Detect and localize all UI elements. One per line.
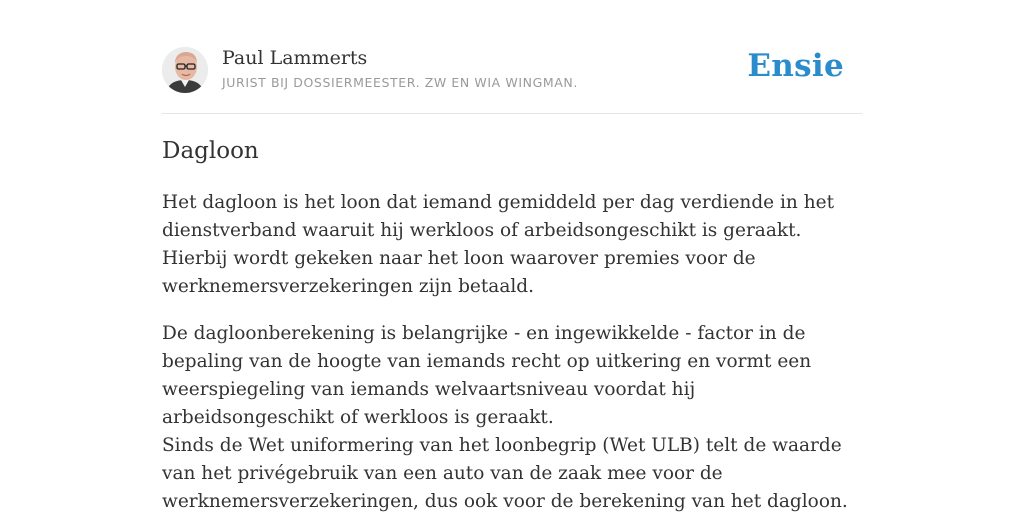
- author-name[interactable]: Paul Lammerts: [222, 47, 368, 69]
- avatar-portrait-icon: [162, 47, 208, 93]
- avatar[interactable]: [162, 47, 208, 93]
- article-paragraph: Sinds de Wet uniformering van het loonbegrip (Wet ULB) telt de waarde van het privégebruik van een auto van de zaak mee voor de werknemersverzekeringen, dus ook voor de berekening van het dagloon.: [162, 435, 848, 512]
- author-description: JURIST BIJ DOSSIERMEESTER. ZW EN WIA WINGMAN.: [222, 75, 578, 90]
- page: [162, 0, 862, 512]
- author-header: [162, 44, 862, 114]
- ensie-logo[interactable]: Ensie: [747, 48, 844, 84]
- article-paragraph: De dagloonberekening is belangrijke - en ingewikkelde - factor in de bepaling van de hoogte van iemands recht op uitkering en vormt een weerspiegeling van iemands welvaartsniveau voordat hij arbeidsongeschikt of werkloos is geraakt.: [162, 323, 812, 428]
- article-title: Dagloon: [162, 138, 259, 164]
- article-paragraph: Het dagloon is het loon dat iemand gemiddeld per dag verdiende in het dienstverband waaruit hij werkloos of arbeidsongeschikt is geraakt. Hierbij wordt gekeken naar het loon waarover premies voor de werknemersverzekeringen zijn betaald.: [162, 192, 834, 297]
